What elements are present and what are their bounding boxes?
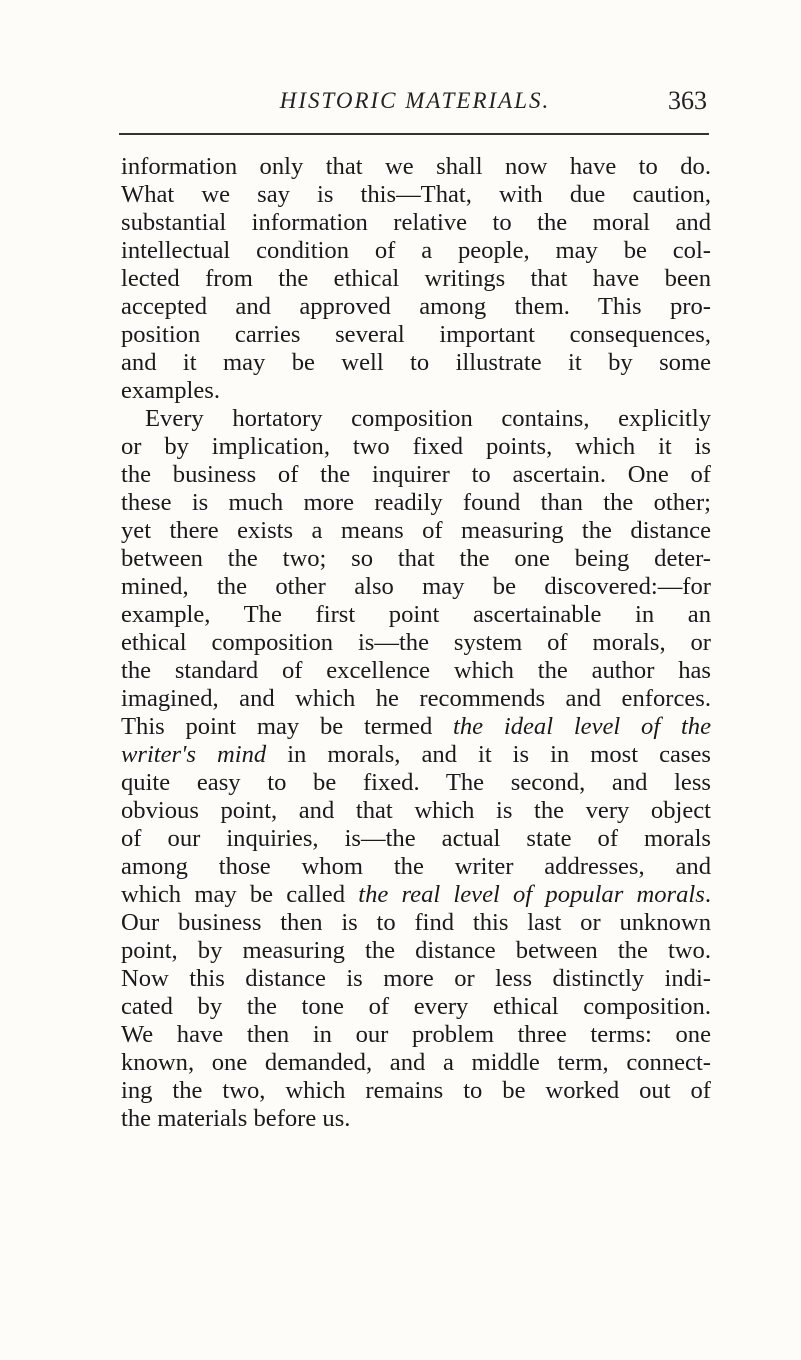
text-line: intellectual condition of a people, may be col- bbox=[121, 237, 711, 264]
text-line: example, The first point ascertainable in an bbox=[121, 601, 711, 628]
text-line: known, one demanded, and a middle term, connect- bbox=[121, 1049, 711, 1076]
text-line: the materials before us. bbox=[121, 1105, 351, 1132]
text-line: of our inquiries, is—the actual state of morals bbox=[121, 825, 711, 852]
italic-phrase: the real level of popular morals bbox=[358, 881, 705, 908]
text-line bbox=[121, 713, 711, 741]
text-line: the standard of excellence which the author has bbox=[121, 657, 711, 684]
text-line: yet there exists a means of measuring the distance bbox=[121, 517, 711, 544]
text-line: lected from the ethical writings that have been bbox=[121, 265, 711, 292]
header-rule bbox=[119, 133, 709, 135]
text-line: Every hortatory composition contains, explicitly bbox=[145, 405, 711, 432]
text-line: substantial information relative to the moral and bbox=[121, 209, 711, 236]
text-line: between the two; so that the one being deter- bbox=[121, 545, 711, 572]
text-line: Our business then is to find this last or unknown bbox=[121, 909, 711, 936]
body-text bbox=[121, 153, 711, 1133]
text-line: mined, the other also may be discovered:—for bbox=[121, 573, 711, 600]
text-segment: in morals, and it is in most cases bbox=[266, 741, 711, 768]
text-segment: . bbox=[704, 881, 711, 908]
text-segment: which may be called bbox=[121, 881, 359, 908]
text-segment: This point may be termed bbox=[121, 713, 454, 740]
text-line bbox=[121, 741, 711, 769]
text-line: imagined, and which he recommends and enforces. bbox=[121, 685, 711, 712]
text-line: position carries several important consequences, bbox=[121, 321, 711, 348]
running-title: HISTORIC MATERIALS. bbox=[279, 88, 551, 113]
text-line: or by implication, two fixed points, which it is bbox=[121, 433, 711, 460]
text-line: We have then in our problem three terms: one bbox=[121, 1021, 711, 1048]
text-line bbox=[121, 881, 711, 909]
text-line: accepted and approved among them. This pro- bbox=[121, 293, 711, 320]
text-line: information only that we shall now have to do. bbox=[121, 153, 711, 180]
text-line: Now this distance is more or less distinctly indi- bbox=[121, 965, 711, 992]
text-line: obvious point, and that which is the very object bbox=[121, 797, 711, 824]
text-line: examples. bbox=[121, 377, 221, 404]
text-line: these is much more readily found than the other; bbox=[121, 489, 711, 516]
text-line: the business of the inquirer to ascertain. One of bbox=[121, 461, 711, 488]
text-line: cated by the tone of every ethical composition. bbox=[121, 993, 711, 1020]
text-line: and it may be well to illustrate it by some bbox=[121, 349, 711, 376]
text-line: ing the two, which remains to be worked out of bbox=[121, 1077, 711, 1104]
running-head bbox=[121, 86, 709, 120]
italic-phrase: the ideal level of the bbox=[453, 713, 711, 740]
text-line: point, by measuring the distance between the two. bbox=[121, 937, 711, 964]
italic-phrase: writer's mind bbox=[121, 741, 267, 768]
text-line: quite easy to be fixed. The second, and less bbox=[121, 769, 711, 796]
text-line: What we say is this—That, with due caution, bbox=[121, 181, 711, 208]
text-line: ethical composition is—the system of morals, or bbox=[121, 629, 711, 656]
text-line: among those whom the writer addresses, and bbox=[121, 853, 711, 880]
page-number: 363 bbox=[668, 86, 707, 115]
